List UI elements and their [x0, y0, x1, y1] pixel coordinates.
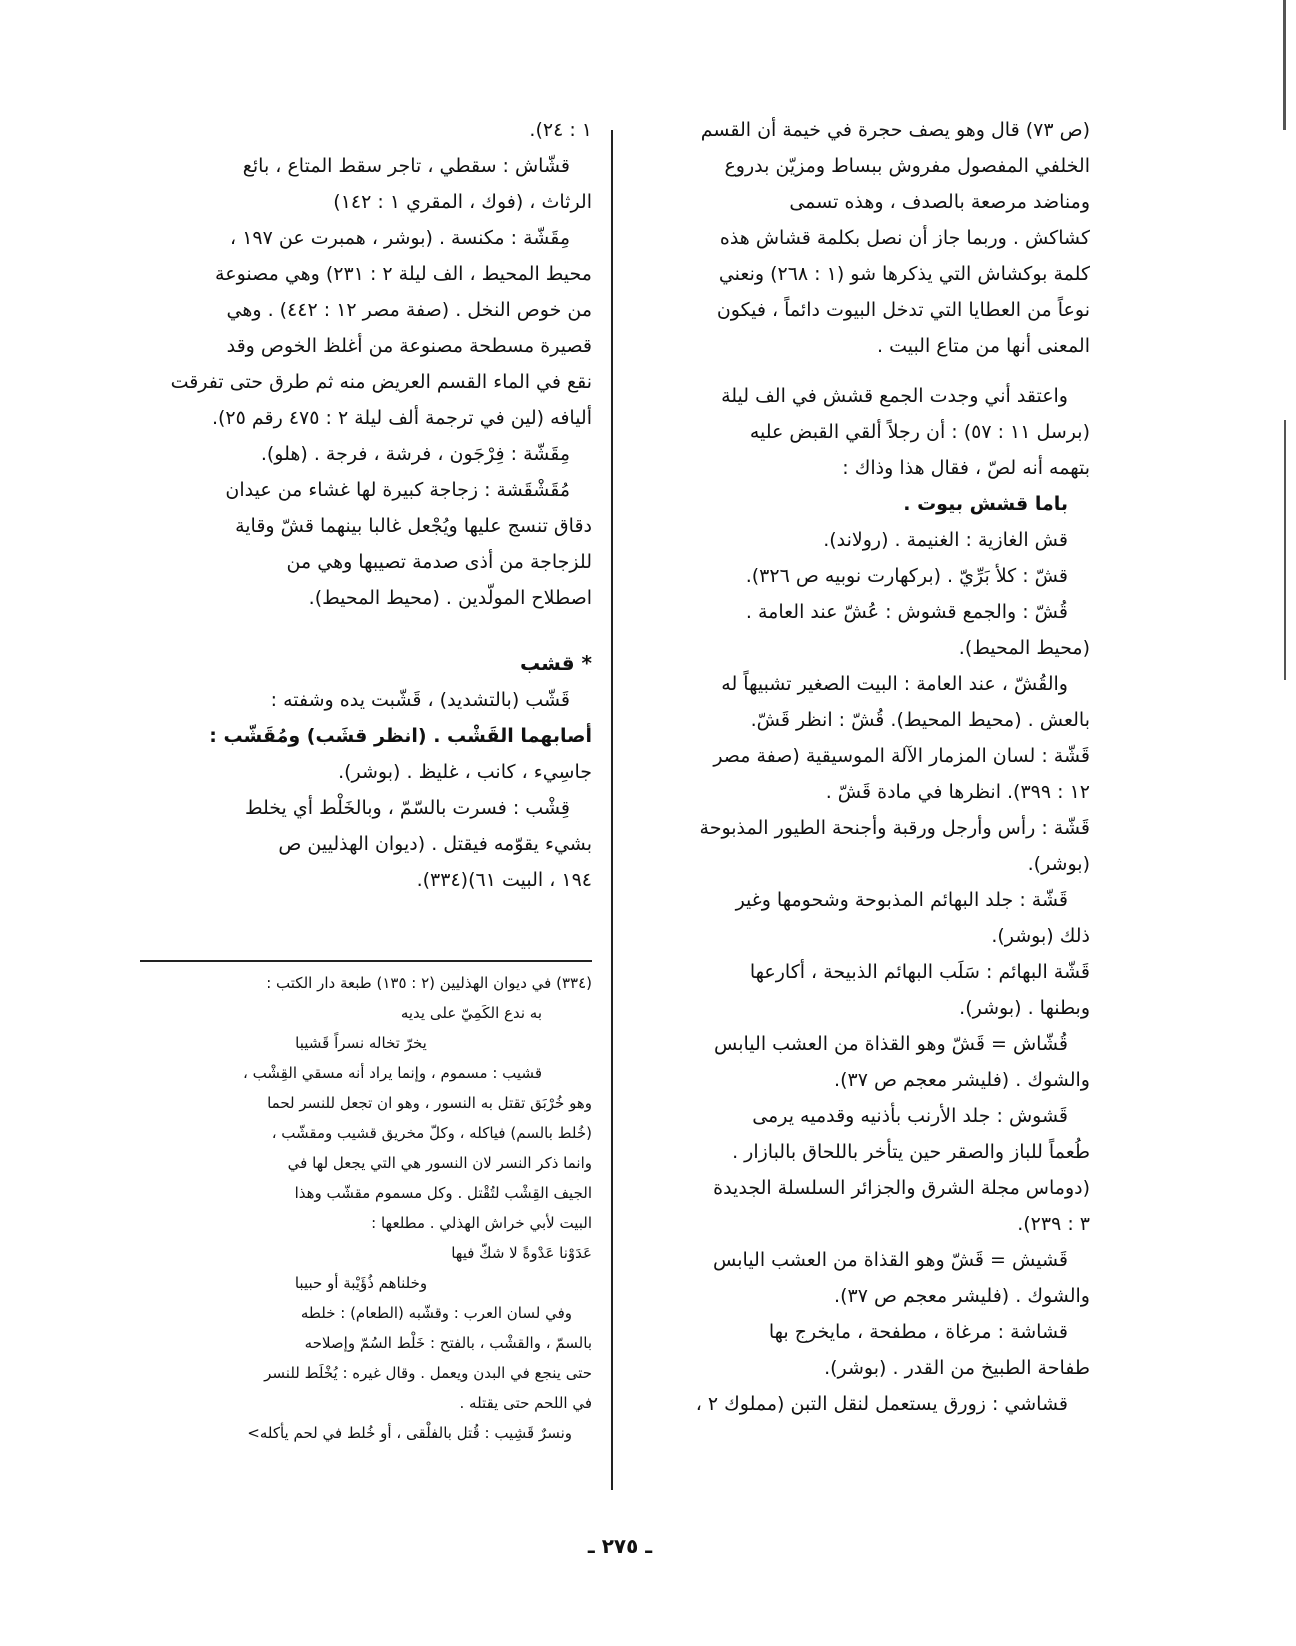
text-line: محيط المحيط ، الف ليلة ٢ : ٢٣١) وهي مصنوعة [215, 263, 592, 285]
footnote-line: البيت لأبي خراش الهذلي . مطلعها : [371, 1214, 592, 1232]
text-line: للزجاجة من أذى صدمة تصيبها وهي من [286, 551, 592, 573]
text-line: والشوك . (فليشر معجم ص ٣٧). [834, 1069, 1090, 1091]
poem-verse: يخرّ تخاله نسراً قَشيبا [295, 1034, 427, 1052]
footnote-line: (٣٣٤) في ديوان الهذليين (٢ : ١٣٥) طبعة دار الكتب : [266, 974, 592, 992]
left-column [140, 112, 592, 898]
entry-line: قُشّاش = قَشّ وهو القذاة من العشب اليابس [714, 1033, 1068, 1055]
entry-line: قشاشة : مرغاة ، مطفحة ، مايخرج بها [768, 1321, 1068, 1343]
text-line: المعنى أنها من متاع البيت . [876, 335, 1090, 357]
text-line: بشيء يقوّمه فيقتل . (ديوان الهذليين ص [278, 833, 592, 855]
entry-line: قَشّة : جلد البهائم المذبوحة وشحومها وغير [735, 889, 1068, 911]
text-line: والشوك . (فليشر معجم ص ٣٧). [834, 1285, 1090, 1307]
entry-line: قَشّب (بالتشديد) ، قَشّبت يده وشفته : [270, 689, 570, 711]
footnote-line: (خُلط بالسم) فياكله ، وكلّ مخريق قشيب ومقشّب ، [271, 1124, 592, 1142]
text-line: ٣ : ٢٣٩). [1017, 1213, 1090, 1235]
footnote-line: حتى ينجع في البدن ويعمل . وقال غيره : يُخْلَط للنسر [264, 1364, 592, 1382]
text-line: وبطنها . (بوشر). [959, 997, 1090, 1019]
text-line: نقع في الماء القسم العريض منه ثم طرق حتى تفرقت [170, 371, 592, 393]
text-line: (دوماس مجلة الشرق والجزائر السلسلة الجديدة [713, 1177, 1090, 1199]
text-line: واعتقد أني وجدت الجمع قشش في الف ليلة [721, 385, 1068, 407]
entry-line: قَشّة البهائم : سَلَب البهائم الذبيحة ، أكارعها [749, 961, 1090, 983]
entry-line: قَشيش = قَشّ وهو القذاة من العشب اليابس [713, 1249, 1068, 1271]
poem-verse: عَدَوْنا عَدْوةً لا شكّ فيها [451, 1244, 592, 1262]
scan-edge-mark [1283, 0, 1286, 130]
text-line: (برسل ١١ : ٥٧) : أن رجلاً ألقي القبض عليه [749, 421, 1090, 443]
text-line: ومناضد مرصعة بالصدف ، وهذه تسمى [789, 191, 1090, 213]
poem-verse: وخلناهم ذُؤَيْبة أو حبيبا [294, 1274, 428, 1292]
right-column [665, 112, 1090, 1422]
footnote-line: ونسرٌ قَشِيب : قُتل بالفلْقى ، أو خُلط في لحم يأكله> [247, 1424, 572, 1442]
footnote-line: قشيب : مسموم ، وإنما يراد أنه مسقي القِشْب ، [242, 1064, 542, 1082]
column-divider [611, 130, 613, 1490]
entry-line: قَشّة : لسان المزمار الآلة الموسيقية (صفة مصر [713, 745, 1090, 767]
entry-line: قش الغازية : الغنيمة . (رولاند). [823, 529, 1068, 551]
text-line: نوعاً من العطايا التي تدخل البيوت دائماً ، فيكون [716, 299, 1090, 321]
section-heading: * قشب [519, 651, 592, 675]
text-line: ١٩٤ ، البيت ٦١)(٣٣٤). [416, 869, 592, 891]
entry-line: قشاشي : زورق يستعمل لنقل التبن (مملوك ٢ ، [695, 1393, 1068, 1415]
footnote-rule [140, 960, 592, 962]
footnote-line: في اللحم حتى يقتله . [459, 1394, 592, 1412]
text-line: بالعش . (محيط المحيط). قُشّ : انظر قَشّ. [750, 709, 1090, 731]
entry-line: قَشوش : جلد الأرنب بأذنيه وقدميه يرمى [752, 1105, 1068, 1127]
poem-verse: به ندع الكَمِيّ على يديه [400, 1004, 542, 1022]
footnote-line: وفي لسان العرب : وقشّبه (الطعام) : خلطه [300, 1304, 572, 1322]
text-line: كشاكش . وربما جاز أن نصل بكلمة قشاش هذه [719, 227, 1090, 249]
scan-edge-mark [1284, 420, 1286, 680]
entry-line: قِشْب : فسرت بالسّمّ ، وبالخَلْط أي يخلط [244, 797, 570, 819]
entry-line: قُشّ : والجمع قشوش : عُشّ عند العامة . [745, 601, 1068, 623]
text-line: الرثاث ، (فوك ، المقري ١ : ١٤٢) [333, 191, 592, 213]
text-line: (ص ٧٣) قال وهو يصف حجرة في خيمة أن القسم [700, 119, 1090, 141]
text-line: جاسِيء ، كانب ، غليظ . (بوشر). [338, 761, 592, 783]
entry-line: مِقَشّة : فِرْجَون ، فرشة ، فرجة . (هلو). [260, 443, 570, 465]
text-line: بتهمه أنه لصّ ، فقال هذا وذاك : [842, 457, 1090, 479]
text-line: قصيرة مسطحة مصنوعة من أغلظ الخوص وقد [226, 335, 592, 357]
text-line: طُعماً للباز والصقر حين يتأخر باللحاق بالبازار . [732, 1141, 1090, 1163]
page-number: ـ ٢٧٥ ـ [587, 1534, 653, 1558]
entry-line: مِقَشّة : مكنسة . (بوشر ، همبرت عن ١٩٧ ، [230, 227, 570, 249]
text-line: اصطلاح المولّدين . (محيط المحيط). [308, 587, 592, 609]
entry-line: قشّاش : سقطي ، تاجر سقط المتاع ، بائع [242, 155, 570, 177]
entry-line: قشّ : كلأ بَرِّيّ . (بركهارت نوبيه ص ٣٢٦). [745, 565, 1068, 587]
text-line: أليافه (لين في ترجمة ألف ليلة ٢ : ٤٧٥ رقم ٢٥). [211, 407, 592, 429]
entry-line: والقُشّ ، عند العامة : البيت الصغير تشبيهاً له [721, 673, 1068, 695]
text-line: باما قشش بيوت . [903, 493, 1068, 515]
footnote-line: بالسمّ ، والقشْب ، بالفتح : خَلْط السُمّ وإصلاحه [304, 1334, 592, 1352]
text-line: ذلك (بوشر). [991, 925, 1090, 947]
text-line: (محيط المحيط). [958, 637, 1090, 659]
text-line: أصابهما القَشْب . (انظر قشَب) ومُقَشّب : [209, 725, 592, 747]
entry-line: مُقَشْقَشة : زجاجة كبيرة لها غشاء من عيدان [225, 479, 570, 501]
footnote-line: الجيف القِشْب لتُقْتل . وكل مسموم مقشّب وهذا [294, 1184, 592, 1202]
text-line: دقاق تنسج عليها ويُجْعل غالبا بينهما قشّ وقاية [235, 515, 592, 537]
text-line: الخلفي المفصول مفروش ببساط ومزيّن بدروع [724, 155, 1090, 177]
footnote-line: وانما ذكر النسر لان النسور هي التي يجعل لها في [287, 1154, 592, 1172]
paragraph-gap [665, 364, 1090, 378]
text-line: ١٢ : ٣٩٩). انظرها في مادة قَشّ . [825, 781, 1090, 803]
footnotes [130, 968, 592, 1448]
text-line: من خوص النخل . (صفة مصر ١٢ : ٤٤٢) . وهي [226, 299, 592, 321]
text-line: ١ : ٢٤). [529, 119, 592, 141]
entry-line: قَشّة : رأس وأرجل ورقبة وأجنحة الطيور المذبوحة [699, 817, 1090, 839]
footnote-line: وهو خُرْبَق تقتل به النسور ، وهو ان تجعل للنسر لحما [267, 1094, 592, 1112]
text-line: كلمة بوكشاش التي يذكرها شو (١ : ٢٦٨) ونعني [718, 263, 1090, 285]
text-line: طفاحة الطبيخ من القدر . (بوشر). [824, 1357, 1090, 1379]
section-gap [140, 616, 592, 644]
text-line: (بوشر). [1027, 853, 1090, 875]
